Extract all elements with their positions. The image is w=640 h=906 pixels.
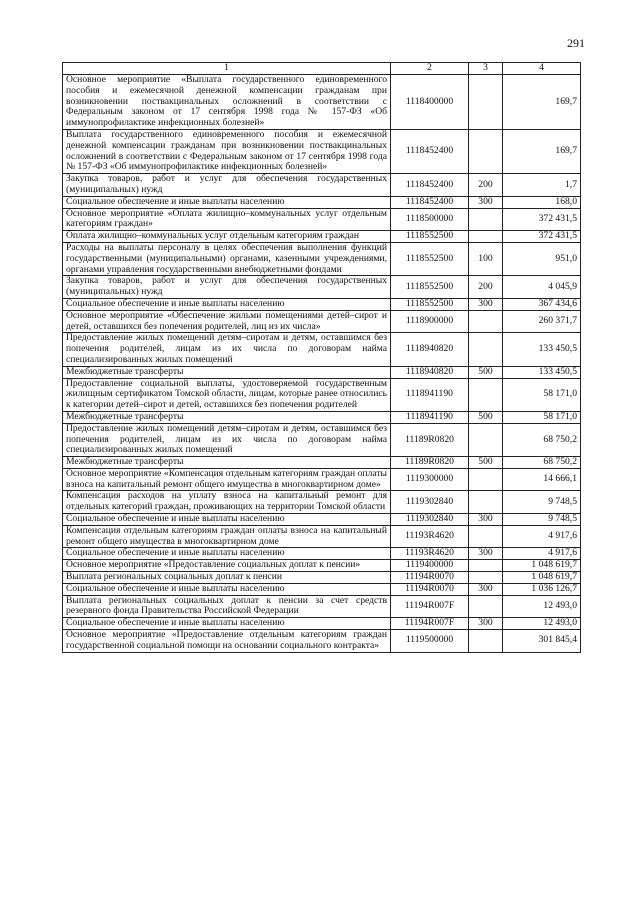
- row-name-cell: Социальное обеспечение и иные выплаты населению: [63, 514, 391, 526]
- row-expense-type-cell: 300: [469, 196, 503, 208]
- row-code-cell: 1118452400: [391, 174, 469, 197]
- row-name-cell: Межбюджетные трансферты: [63, 457, 391, 469]
- row-amount-cell: 133 450,5: [503, 333, 581, 366]
- row-expense-type-cell: [469, 630, 503, 653]
- row-amount-cell: 68 750,2: [503, 457, 581, 469]
- row-expense-type-cell: 200: [469, 174, 503, 197]
- table-row: [63, 208, 581, 231]
- row-amount-cell: 133 450,5: [503, 366, 581, 378]
- row-name-cell: Расходы на выплаты персоналу в целях обеспечения выполнения функций государственными (муниципальными) органами, казенными учреждениями, органами управления государственными внебюджетными фондами: [63, 242, 391, 275]
- row-name-cell: Межбюджетные трансферты: [63, 366, 391, 378]
- table-row: [63, 174, 581, 197]
- table-row: [63, 75, 581, 130]
- row-amount-cell: 58 171,0: [503, 411, 581, 423]
- row-amount-cell: 12 493,0: [503, 618, 581, 630]
- table-row: [63, 630, 581, 653]
- row-amount-cell: 1,7: [503, 174, 581, 197]
- row-code-cell: 1119302840: [391, 514, 469, 526]
- row-code-cell: 1118552500: [391, 231, 469, 243]
- row-expense-type-cell: [469, 468, 503, 491]
- table-row: [63, 595, 581, 618]
- row-name-cell: Предоставление социальной выплаты, удостоверяемой государственным жилищным сертификатом Томской области, лицам, которые ранее относились к категории детей–сирот и детей, оставшихся без попечения родителей: [63, 378, 391, 411]
- row-name-cell: Закупка товаров, работ и услуг для обеспечения государственных (муниципальных) нужд: [63, 276, 391, 299]
- row-expense-type-cell: [469, 560, 503, 572]
- row-amount-cell: 301 845,4: [503, 630, 581, 653]
- row-expense-type-cell: [469, 129, 503, 173]
- table-row: [63, 618, 581, 630]
- row-code-cell: 1118452400: [391, 129, 469, 173]
- row-expense-type-cell: [469, 75, 503, 130]
- table-row: [63, 333, 581, 366]
- table-row: [63, 468, 581, 491]
- table-row: [63, 310, 581, 333]
- row-amount-cell: 260 371,7: [503, 310, 581, 333]
- row-amount-cell: 1 036 126,7: [503, 583, 581, 595]
- row-code-cell: 1118941190: [391, 378, 469, 411]
- row-code-cell: 1119400000: [391, 560, 469, 572]
- row-amount-cell: 169,7: [503, 129, 581, 173]
- row-amount-cell: 168,0: [503, 196, 581, 208]
- row-amount-cell: 372 431,5: [503, 208, 581, 231]
- row-name-cell: Компенсация отдельным категориям граждан оплаты взноса на капитальный ремонт общего имущества в многоквартирном доме: [63, 525, 391, 548]
- table-row: [63, 231, 581, 243]
- row-code-cell: 1119500000: [391, 630, 469, 653]
- row-code-cell: 11193R4620: [391, 548, 469, 560]
- row-amount-cell: 372 431,5: [503, 231, 581, 243]
- row-name-cell: Основное мероприятие «Компенсация отдельным категориям граждан оплаты взноса на капитальный ремонт общего имущества в многоквартирном доме»: [63, 468, 391, 491]
- row-amount-cell: 367 434,6: [503, 298, 581, 310]
- row-code-cell: 1119300000: [391, 468, 469, 491]
- row-name-cell: Выплата региональных социальных доплат к пенсии за счет средств резервного фонда Правительства Российской Федерации: [63, 595, 391, 618]
- table-header-row: [63, 63, 581, 75]
- row-code-cell: 11193R4620: [391, 525, 469, 548]
- row-code-cell: 1118941190: [391, 411, 469, 423]
- row-name-cell: Социальное обеспечение и иные выплаты населению: [63, 196, 391, 208]
- row-expense-type-cell: [469, 423, 503, 456]
- row-expense-type-cell: [469, 310, 503, 333]
- row-name-cell: Выплата государственного единовременного пособия и ежемесячной денежной компенсации гражданам при возникновении поствакцинальных осложнений в соответствии с Федеральным законом от 17 сентября 1998 года № 157-ФЗ «Об иммунопрофилактике инфекционных болезней»: [63, 129, 391, 173]
- row-expense-type-cell: 300: [469, 583, 503, 595]
- row-amount-cell: 12 493,0: [503, 595, 581, 618]
- row-amount-cell: 1 048 619,7: [503, 572, 581, 584]
- row-name-cell: Основное мероприятие «Предоставление отдельным категориям граждан государственной социальной помощи на основании социального контракта»: [63, 630, 391, 653]
- row-amount-cell: 9 748,5: [503, 514, 581, 526]
- row-code-cell: 1118940820: [391, 366, 469, 378]
- table-row: [63, 298, 581, 310]
- row-amount-cell: 1 048 619,7: [503, 560, 581, 572]
- row-code-cell: 1118940820: [391, 333, 469, 366]
- row-expense-type-cell: 200: [469, 276, 503, 299]
- row-expense-type-cell: [469, 491, 503, 514]
- row-expense-type-cell: 500: [469, 457, 503, 469]
- table-row: [63, 411, 581, 423]
- row-name-cell: Межбюджетные трансферты: [63, 411, 391, 423]
- row-amount-cell: 951,0: [503, 242, 581, 275]
- row-amount-cell: 4 045,9: [503, 276, 581, 299]
- row-name-cell: Основное мероприятие «Обеспечение жильми помещениями детей–сирот и детей, оставшихся без попечения родителей, лиц из их числа»: [63, 310, 391, 333]
- column-header-amount: 4: [503, 63, 581, 75]
- table-row: [63, 491, 581, 514]
- column-header-code: 2: [391, 63, 469, 75]
- row-expense-type-cell: 300: [469, 618, 503, 630]
- row-expense-type-cell: 500: [469, 366, 503, 378]
- row-name-cell: Социальное обеспечение и иные выплаты населению: [63, 618, 391, 630]
- row-name-cell: Основное мероприятие «Оплата жилищно–коммунальных услуг отдельным категориям граждан»: [63, 208, 391, 231]
- row-expense-type-cell: 300: [469, 298, 503, 310]
- table-row: [63, 242, 581, 275]
- row-expense-type-cell: [469, 378, 503, 411]
- table-row: [63, 366, 581, 378]
- row-expense-type-cell: [469, 525, 503, 548]
- row-code-cell: 1118452400: [391, 196, 469, 208]
- table-row: [63, 572, 581, 584]
- row-name-cell: Выплата региональных социальных доплат к пенсии: [63, 572, 391, 584]
- row-code-cell: 1118500000: [391, 208, 469, 231]
- table-row: [63, 525, 581, 548]
- budget-table: [62, 62, 581, 653]
- table-row: [63, 276, 581, 299]
- table-row: [63, 583, 581, 595]
- table-row: [63, 514, 581, 526]
- table-row: [63, 423, 581, 456]
- row-expense-type-cell: 500: [469, 411, 503, 423]
- row-name-cell: Предоставление жилых помещений детям–сиротам и детям, оставшимся без попечения родителей, лицам из их числа по договорам найма специализированных жилых помещений: [63, 333, 391, 366]
- row-expense-type-cell: 300: [469, 548, 503, 560]
- row-name-cell: Основное мероприятие «Предоставление социальных доплат к пенсии»: [63, 560, 391, 572]
- row-code-cell: 11194R0070: [391, 583, 469, 595]
- row-code-cell: 1118552500: [391, 242, 469, 275]
- row-code-cell: 1118552500: [391, 298, 469, 310]
- row-code-cell: 1118552500: [391, 276, 469, 299]
- row-amount-cell: 68 750,2: [503, 423, 581, 456]
- row-code-cell: 11189R0820: [391, 423, 469, 456]
- row-code-cell: 11189R0820: [391, 457, 469, 469]
- row-code-cell: 1118400000: [391, 75, 469, 130]
- column-header-type: 3: [469, 63, 503, 75]
- row-amount-cell: 9 748,5: [503, 491, 581, 514]
- row-expense-type-cell: [469, 333, 503, 366]
- row-amount-cell: 169,7: [503, 75, 581, 130]
- row-code-cell: 11194R0070: [391, 572, 469, 584]
- row-amount-cell: 4 917,6: [503, 548, 581, 560]
- table-row: [63, 129, 581, 173]
- row-name-cell: Оплата жилищно–коммунальных услуг отдельным категориям граждан: [63, 231, 391, 243]
- row-expense-type-cell: 100: [469, 242, 503, 275]
- row-name-cell: Социальное обеспечение и иные выплаты населению: [63, 298, 391, 310]
- row-name-cell: Социальное обеспечение и иные выплаты населению: [63, 548, 391, 560]
- table-row: [63, 378, 581, 411]
- row-code-cell: 1119302840: [391, 491, 469, 514]
- row-name-cell: Компенсация расходов на уплату взноса на капитальный ремонт для отдельных категорий граждан, проживающих на территории Томской области: [63, 491, 391, 514]
- row-expense-type-cell: [469, 572, 503, 584]
- row-name-cell: Закупка товаров, работ и услуг для обеспечения государственных (муниципальных) нужд: [63, 174, 391, 197]
- table-row: [63, 457, 581, 469]
- page-number: 291: [567, 36, 585, 50]
- row-expense-type-cell: [469, 595, 503, 618]
- column-header-name: 1: [63, 63, 391, 75]
- row-code-cell: 11194R007F: [391, 595, 469, 618]
- row-amount-cell: 58 171,0: [503, 378, 581, 411]
- table-row: [63, 196, 581, 208]
- row-name-cell: Предоставление жилых помещений детям–сиротам и детям, оставшимся без попечения родителей, лицам из их числа по договорам найма специализированных жилых помещений: [63, 423, 391, 456]
- table-row: [63, 560, 581, 572]
- row-amount-cell: 4 917,6: [503, 525, 581, 548]
- row-amount-cell: 14 666,1: [503, 468, 581, 491]
- row-expense-type-cell: [469, 208, 503, 231]
- row-expense-type-cell: 300: [469, 514, 503, 526]
- row-code-cell: 1118900000: [391, 310, 469, 333]
- row-name-cell: Социальное обеспечение и иные выплаты населению: [63, 583, 391, 595]
- table-row: [63, 548, 581, 560]
- row-name-cell: Основное мероприятие «Выплата государственного единовременного пособия и ежемесячной денежной компенсации гражданам при возникновении поствакцинальных осложнений в соответствии с Федеральным законом от 17 сентября 1998 года № 157-ФЗ «Об иммунопрофилактике инфекционных болезней»: [63, 75, 391, 130]
- row-expense-type-cell: [469, 231, 503, 243]
- row-code-cell: 11194R007F: [391, 618, 469, 630]
